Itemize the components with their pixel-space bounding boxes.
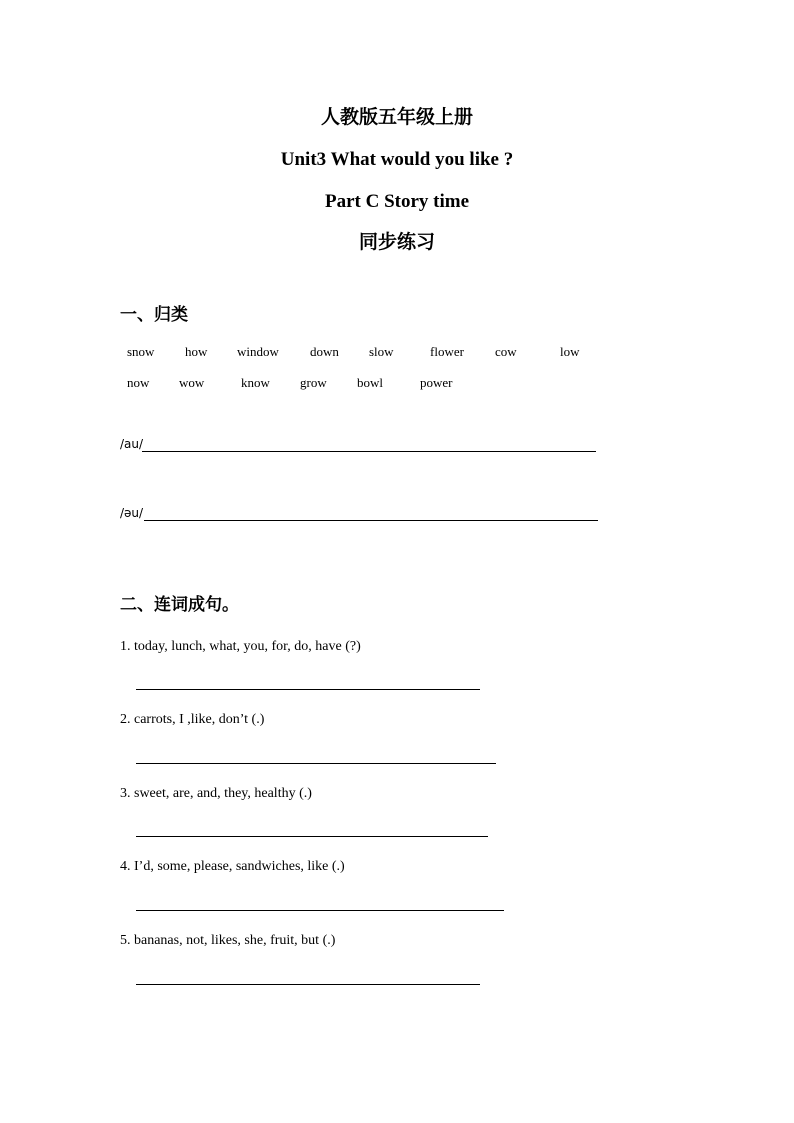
answer-line[interactable] <box>142 451 596 452</box>
title-unit: Unit3 What would you like ? <box>280 149 514 170</box>
title-exercise: 同步练习 <box>358 232 435 253</box>
phonetic-label: /au/ <box>120 437 144 451</box>
word-option: window <box>237 344 279 359</box>
phonetic-row-ou <box>120 505 600 523</box>
question-2: 2. carrots, I ,like, don’t (.) <box>120 712 265 727</box>
word-option: flower <box>430 344 464 359</box>
title-textbook: 人教版五年级上册 <box>320 107 473 128</box>
phonetic-row-au <box>120 436 600 454</box>
word-option: cow <box>495 344 517 359</box>
word-option: bowl <box>357 375 383 390</box>
word-option: snow <box>127 344 155 359</box>
question-5: 5. bananas, not, likes, she, fruit, but (.) <box>120 933 336 948</box>
answer-line-1[interactable] <box>136 689 480 690</box>
word-option: down <box>310 344 339 359</box>
question-4: 4. I’d, some, please, sandwiches, like (.) <box>120 859 345 874</box>
answer-line-3[interactable] <box>136 836 488 837</box>
answer-line[interactable] <box>144 520 598 521</box>
word-option: wow <box>179 375 205 390</box>
phonetic-label: /əu/ <box>120 506 144 520</box>
section-2-heading: 二、连词成句。 <box>120 595 239 614</box>
question-1: 1. today, lunch, what, you, for, do, have (?) <box>120 639 361 654</box>
word-option: know <box>241 375 270 390</box>
answer-line-5[interactable] <box>136 984 480 985</box>
word-option: slow <box>369 344 394 359</box>
word-option: now <box>127 375 150 390</box>
word-option: how <box>185 344 208 359</box>
answer-line-4[interactable] <box>136 910 504 911</box>
question-3: 3. sweet, are, and, they, healthy (.) <box>120 786 312 801</box>
word-option: grow <box>300 375 327 390</box>
title-part: Part C Story time <box>324 191 470 212</box>
word-option: power <box>420 375 453 390</box>
answer-line-2[interactable] <box>136 763 496 764</box>
section-1-heading: 一、归类 <box>120 305 188 324</box>
word-option: low <box>560 344 580 359</box>
